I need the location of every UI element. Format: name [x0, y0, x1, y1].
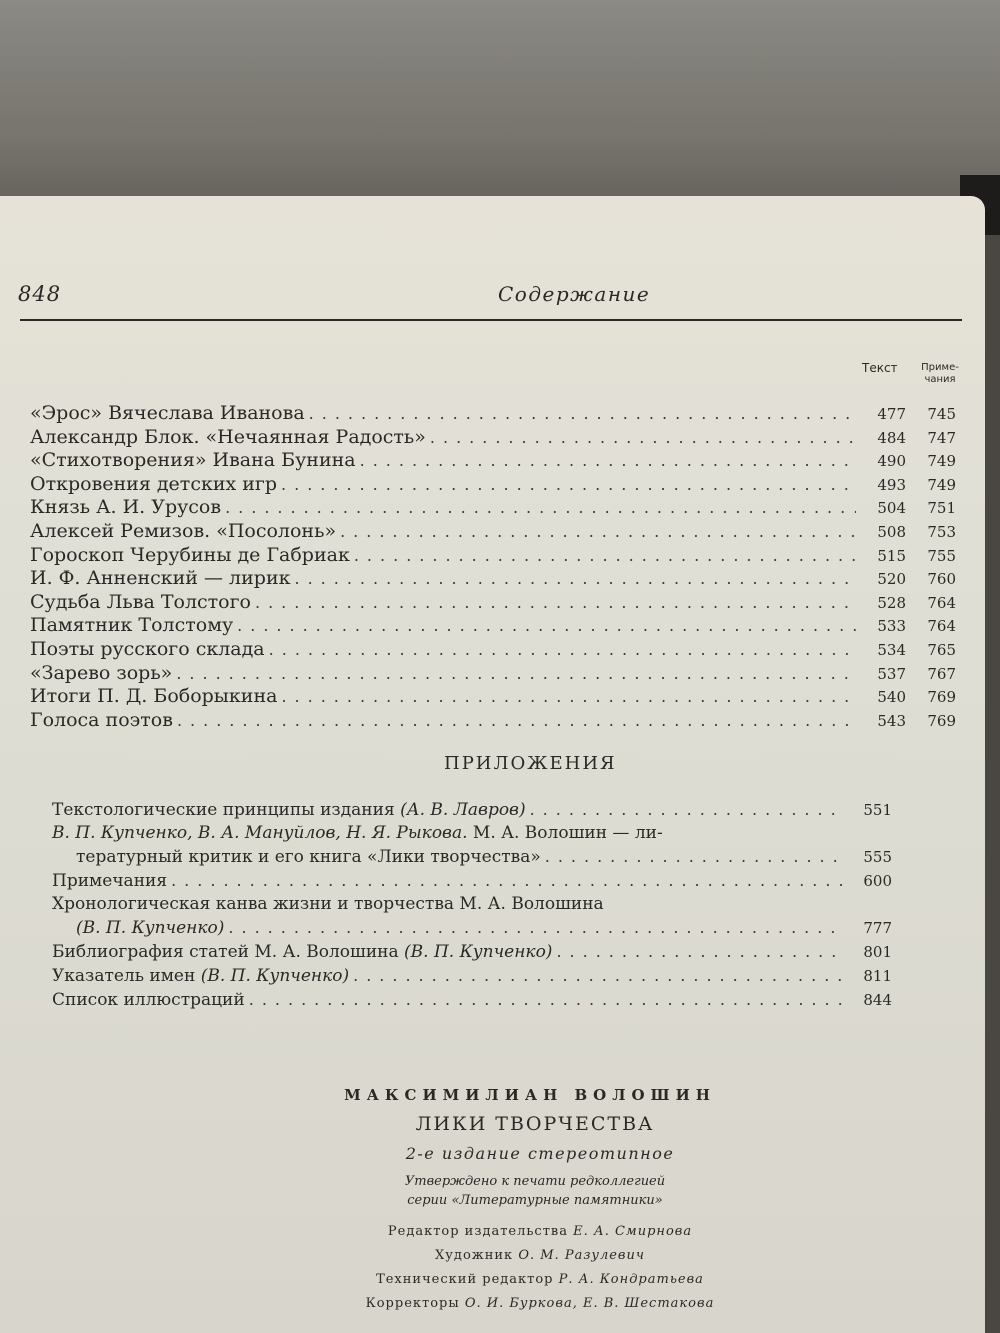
toc-text-page: 543: [877, 711, 906, 730]
appendix-entry: [52, 869, 892, 893]
leader-dots: [556, 940, 842, 963]
credit-name: Е. А. Смирнова: [573, 1224, 693, 1239]
leader-dots: [309, 402, 856, 425]
page-title: Содержание: [498, 282, 651, 306]
toc-entry: [30, 449, 960, 473]
imprint-approval: [0, 1172, 985, 1210]
toc-text-page: 515: [877, 546, 906, 565]
leader-dots: [354, 544, 856, 567]
appendix-title: тературный критик и его книга «Лики творчества»: [76, 847, 541, 867]
leader-dots: [340, 520, 856, 543]
imprint-block: [0, 1086, 985, 1320]
toc-title: Откровения детских игр: [30, 472, 278, 495]
appendix-page: 844: [863, 991, 892, 1009]
leader-dots: [545, 845, 842, 868]
toc-text-page: 490: [877, 452, 906, 471]
toc-text-page: 493: [877, 475, 906, 494]
toc-entry: [30, 685, 960, 709]
toc-title: И. Ф. Анненский — лирик: [30, 567, 291, 590]
leader-dots: [281, 473, 856, 496]
toc-text-page: 477: [877, 405, 906, 423]
toc-title: Памятник Толстому: [30, 614, 234, 637]
toc-text-page: 508: [877, 522, 906, 541]
toc-title: «Эрос» Вячеслава Иванова: [30, 402, 305, 424]
imprint-book-title: ЛИКИ ТВОРЧЕСТВА: [415, 1113, 655, 1135]
leader-dots: [294, 567, 856, 590]
column-header-text: Текст: [862, 361, 898, 375]
appendix-title: Указатель имен: [52, 966, 196, 986]
toc-text-page: 540: [877, 688, 906, 707]
imprint-credit: [0, 1248, 985, 1263]
toc-text-page: 528: [877, 593, 906, 612]
notes-header-line1: Приме-: [921, 362, 959, 373]
column-header-notes: [918, 362, 962, 386]
toc-entry: [30, 496, 960, 520]
running-header: [18, 282, 963, 310]
appendix-entry-continuation: [52, 845, 892, 869]
appendix-title: М. А. Волошин — ли-: [472, 823, 663, 843]
notes-header-line2: чания: [924, 374, 956, 385]
credit-name: Р. А. Кондратьева: [558, 1272, 704, 1287]
toc-notes-page: 764: [927, 617, 956, 636]
toc-notes-page: 747: [927, 428, 956, 447]
toc-entry: [30, 544, 960, 568]
toc-title: Поэты русского склада: [30, 637, 265, 660]
approval-line2: серии «Литературные памятники»: [407, 1193, 663, 1208]
imprint-credit: [0, 1296, 985, 1311]
leader-dots: [353, 964, 842, 987]
appendix-page: 600: [863, 872, 892, 890]
toc-title: Александр Блок. «Нечаянная Радость»: [30, 425, 426, 448]
toc-entry: [30, 402, 960, 426]
leader-dots: [225, 496, 856, 519]
toc-entry: [30, 709, 960, 733]
leader-dots: [176, 662, 856, 685]
toc-title: Князь А. И. Урусов: [30, 496, 222, 519]
toc-title: Гороскоп Черубины де Габриак: [30, 543, 350, 566]
toc-entry: [30, 567, 960, 591]
credit-role: Художник: [435, 1248, 514, 1263]
appendix-author: (А. В. Лавров): [400, 800, 526, 820]
appendix-author: (В. П. Купченко): [200, 966, 350, 986]
appendix-page: 555: [863, 848, 892, 866]
appendix-entry: [52, 964, 892, 988]
appendix-author: В. П. Купченко, В. А. Мануйлов, Н. Я. Рыкова.: [52, 823, 468, 843]
toc-title: «Зарево зорь»: [30, 661, 173, 684]
toc-title: Голоса поэтов: [30, 708, 173, 731]
toc-title: Алексей Ремизов. «Посолонь»: [30, 519, 337, 542]
appendix-entry: [52, 798, 892, 822]
toc-entry: [30, 473, 960, 497]
leader-dots: [360, 449, 856, 472]
leader-dots: [171, 869, 842, 892]
toc-notes-page: 760: [927, 570, 956, 589]
appendix-entry: [52, 893, 892, 916]
toc-title: Судьба Льва Толстого: [30, 590, 251, 613]
appendix-page: 777: [863, 919, 892, 937]
credit-role: Редактор издательства: [387, 1224, 568, 1239]
appendix-page: 801: [863, 943, 892, 961]
toc-text-page: 520: [877, 570, 906, 589]
toc-text-page: 504: [877, 499, 906, 518]
appendix-list: [52, 798, 892, 1012]
toc-notes-page: 767: [927, 664, 956, 683]
toc-notes-page: 755: [927, 546, 956, 565]
toc-notes-page: 749: [927, 452, 956, 471]
toc-notes-page: 749: [927, 475, 956, 494]
imprint-credit: [0, 1272, 985, 1287]
credit-name: О. М. Разулевич: [518, 1248, 645, 1263]
toc-entry: [30, 662, 960, 686]
leader-dots: [255, 591, 856, 614]
appendix-entry: [52, 988, 892, 1012]
leader-dots: [237, 614, 856, 637]
credit-name: О. И. Буркова, Е. В. Шестакова: [464, 1296, 715, 1311]
appendix-title: Примечания: [52, 871, 168, 891]
toc-notes-page: 751: [927, 499, 956, 518]
appendix-page: 811: [863, 967, 892, 985]
leader-dots: [228, 916, 842, 939]
toc-text-page: 534: [877, 640, 906, 659]
appendix-title: Текстологические принципы издания: [52, 800, 395, 820]
appendix-heading: ПРИЛОЖЕНИЯ: [444, 753, 617, 774]
leader-dots: [249, 988, 842, 1011]
toc-notes-page: 769: [927, 688, 956, 707]
appendix-entry: [52, 822, 892, 845]
toc-notes-page: 764: [927, 593, 956, 612]
toc-text-page: 537: [877, 664, 906, 683]
toc-title: «Стихотворения» Ивана Бунина: [30, 449, 356, 472]
leader-dots: [430, 426, 856, 449]
toc-entry: [30, 426, 960, 450]
appendix-title: Хронологическая канва жизни и творчества М. А. Волошина: [52, 894, 604, 914]
appendix-author: (В. П. Купченко): [404, 942, 553, 962]
toc-notes-page: 769: [927, 711, 956, 730]
toc-entry: [30, 614, 960, 638]
toc-text-page: 484: [877, 428, 906, 447]
appendix-title: Список иллюстраций: [52, 990, 245, 1010]
credit-role: Корректоры: [365, 1296, 460, 1311]
approval-line1: Утверждено к печати редколлегией: [404, 1174, 666, 1189]
imprint-author: МАКСИМИЛИАН ВОЛОШИН: [344, 1086, 716, 1104]
page-number: 848: [18, 282, 62, 306]
appendix-title: Библиография статей М. А. Волошина: [52, 942, 399, 962]
toc-text-page: 533: [877, 617, 906, 636]
leader-dots: [269, 638, 856, 661]
book-page: [0, 196, 985, 1333]
imprint-credit: [0, 1224, 985, 1239]
toc-entry: [30, 638, 960, 662]
toc-notes-page: 753: [927, 522, 956, 541]
toc-notes-page: 765: [927, 640, 956, 659]
imprint-edition: 2-е издание стереотипное: [405, 1144, 675, 1163]
appendix-author: (В. П. Купченко): [76, 918, 225, 938]
toc-entry: [30, 591, 960, 615]
leader-dots: [177, 709, 856, 732]
toc-notes-page: 745: [927, 405, 956, 423]
toc-title: Итоги П. Д. Боборыкина: [30, 685, 278, 708]
leader-dots: [281, 685, 856, 708]
appendix-entry-continuation: [52, 916, 892, 940]
table-of-contents: [30, 402, 960, 732]
credit-role: Технический редактор: [376, 1272, 554, 1287]
toc-entry: [30, 520, 960, 544]
appendix-entry: [52, 940, 892, 964]
header-rule: [20, 319, 962, 321]
appendix-page: 551: [863, 801, 892, 819]
leader-dots: [530, 798, 842, 821]
